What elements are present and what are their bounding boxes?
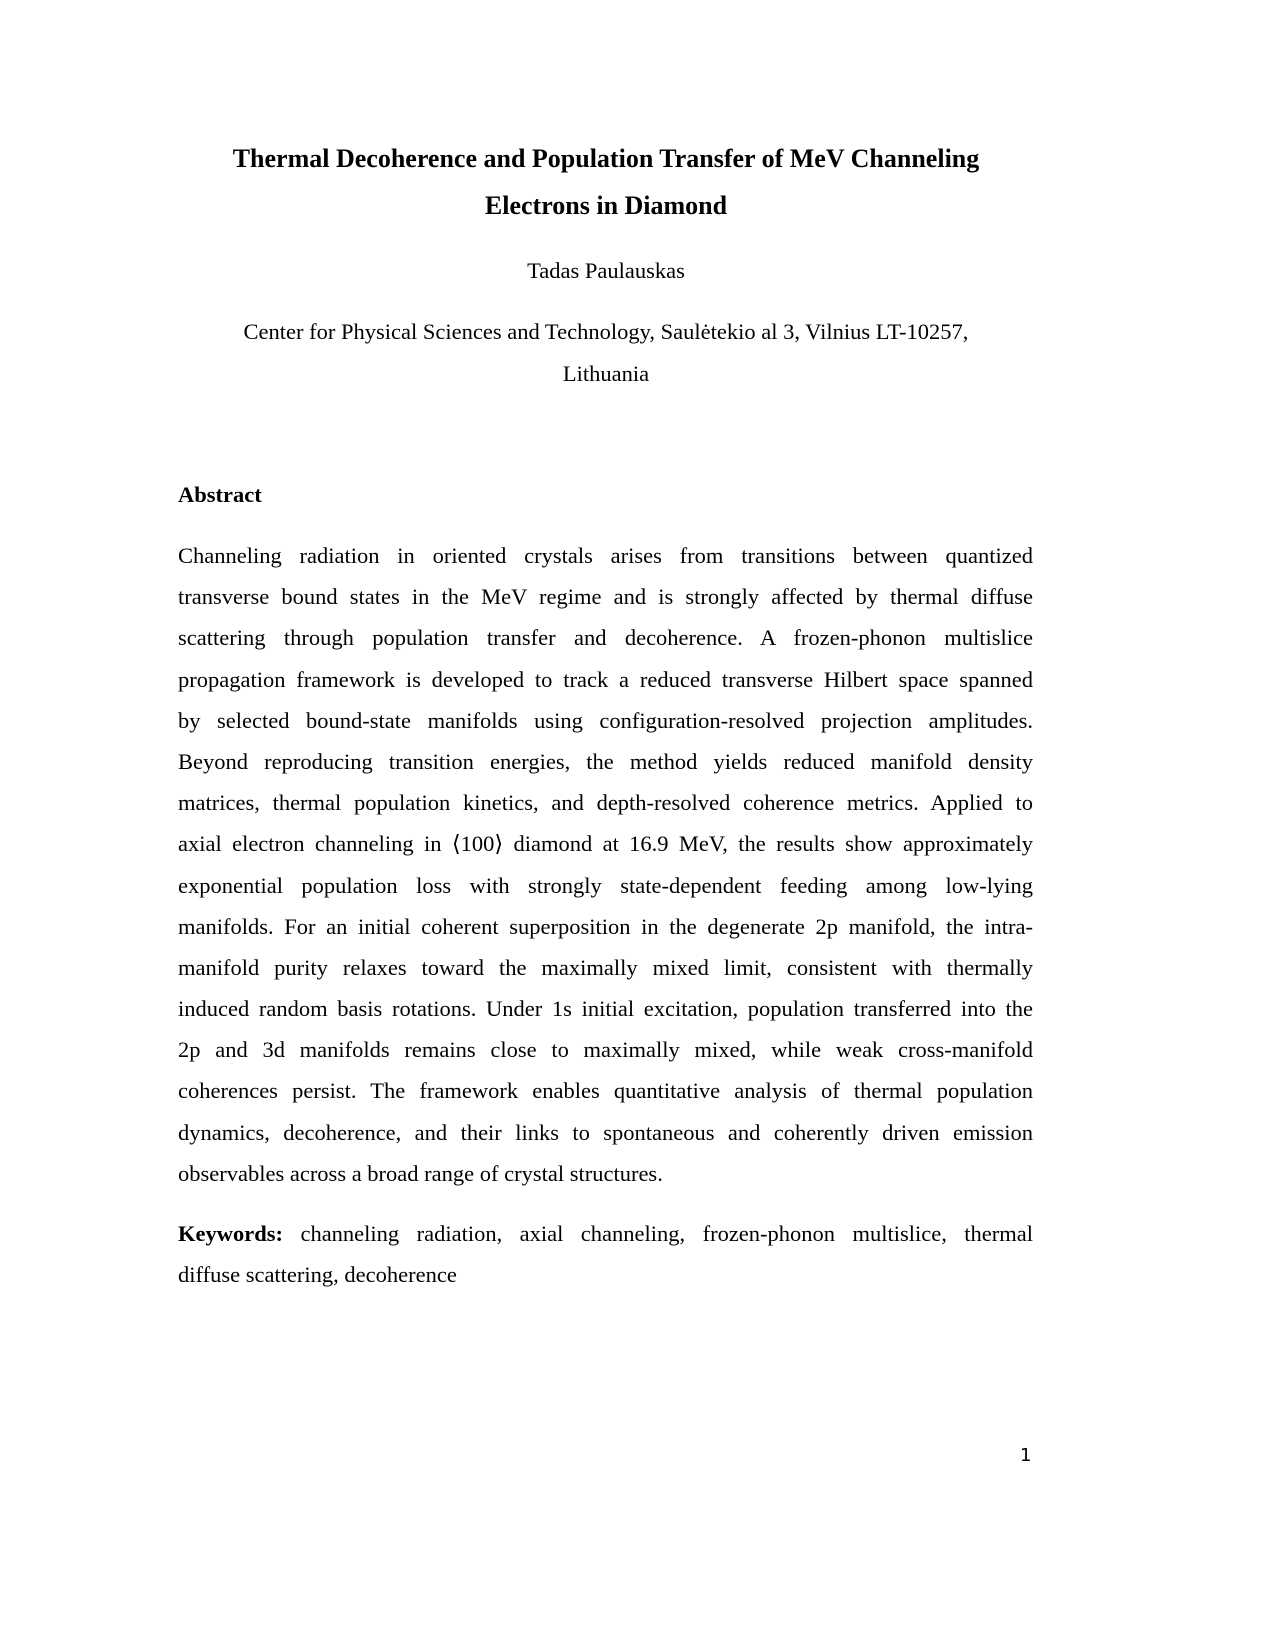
page-number: 1 [1020, 1445, 1032, 1466]
keywords-line-2: diffuse scattering, decoherence [178, 1262, 457, 1288]
paper-title-line-1: Thermal Decoherence and Population Transfer of MeV Channeling [232, 144, 980, 173]
keywords-label: Keywords: [178, 1221, 283, 1246]
abstract-line: induced random basis rotations. Under 1s initial excitation, population transferred into the [178, 996, 1033, 1022]
abstract-line: scattering through population transfer and decoherence. A frozen-phonon multislice [178, 625, 1033, 651]
abstract-line: propagation framework is developed to track a reduced transverse Hilbert space spanned [178, 666, 1033, 692]
abstract-line: Channeling radiation in oriented crystals arises from transitions between quantized [178, 543, 1033, 568]
paper-title-line-2: Electrons in Diamond [484, 191, 728, 220]
affiliation-line-1: Center for Physical Sciences and Technology, Saulėtekio al 3, Vilnius LT-10257, [243, 319, 969, 344]
keywords [178, 1213, 1033, 1295]
keywords-line-1: channeling radiation, axial channeling, frozen-phonon multislice, thermal [300, 1221, 1034, 1246]
abstract-line: coherences persist. The framework enables quantitative analysis of thermal population [178, 1078, 1033, 1104]
abstract-line: observables across a broad range of crystal structures. [178, 1160, 663, 1186]
abstract-line: transverse bound states in the MeV regime and is strongly affected by thermal diffuse [178, 584, 1033, 610]
abstract-line: matrices, thermal population kinetics, and depth-resolved coherence metrics. Applied to [178, 790, 1033, 816]
abstract-line: 2p and 3d manifolds remains close to maximally mixed, while weak cross-manifold [178, 1037, 1033, 1063]
affiliation-line-2: Lithuania [562, 361, 650, 386]
abstract-line: axial electron channeling in ⟨100⟩ diamond at 16.9 MeV, the results show approximately [178, 831, 1033, 857]
abstract-line: exponential population loss with strongly state-dependent feeding among low-lying [178, 872, 1033, 898]
abstract-line: manifolds. For an initial coherent superposition in the degenerate 2p manifold, the intra- [178, 913, 1033, 939]
author-name: Tadas Paulauskas [527, 258, 685, 283]
abstract-line: by selected bound-state manifolds using configuration-resolved projection amplitudes. [178, 707, 1033, 733]
abstract-heading: Abstract [178, 482, 262, 507]
abstract-line: dynamics, decoherence, and their links to spontaneous and coherently driven emission [178, 1119, 1033, 1145]
abstract-body [178, 535, 1033, 1194]
abstract-line: manifold purity relaxes toward the maximally mixed limit, consistent with thermally [178, 954, 1033, 980]
abstract-line: Beyond reproducing transition energies, the method yields reduced manifold density [178, 748, 1033, 774]
